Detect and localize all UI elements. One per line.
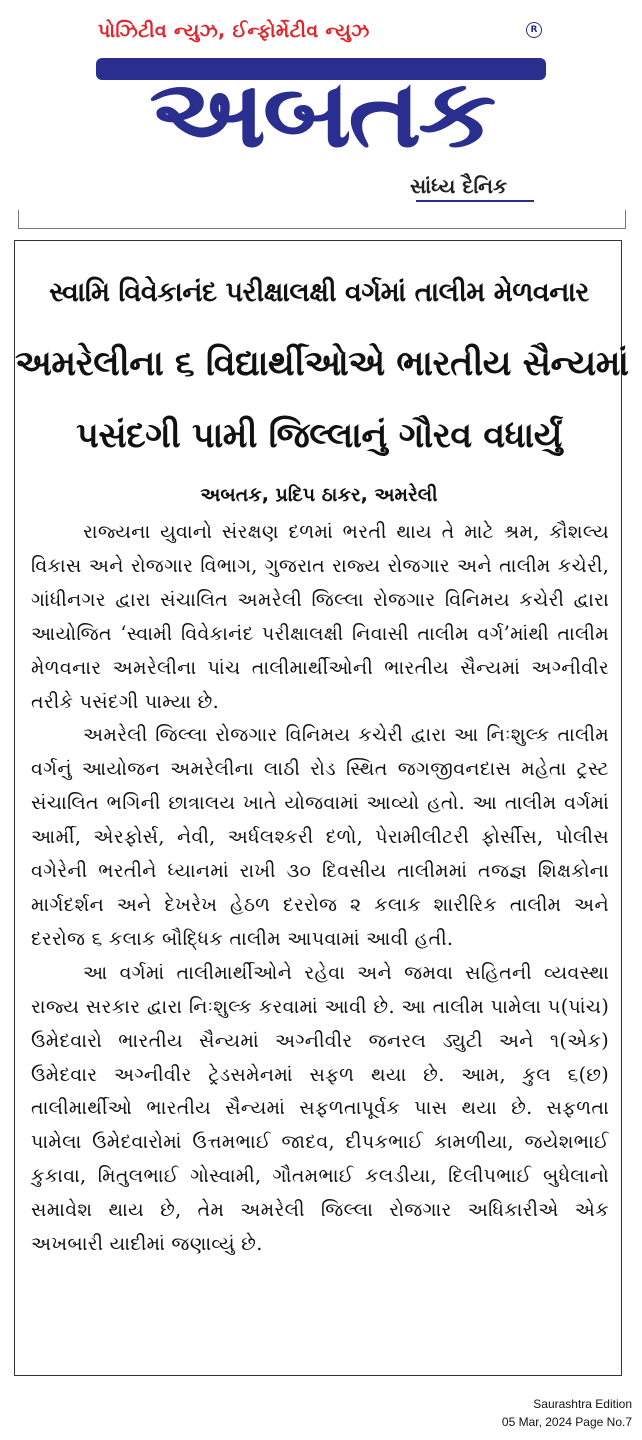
subbrand-underline: [416, 200, 534, 202]
masthead-tagline: પોઝિટીવ ન્યુઝ, ઈન્ફોર્મેટીવ ન્યુઝ: [98, 20, 370, 42]
masthead-subbrand: સાંધ્ય દૈનિક: [410, 174, 508, 198]
logo-text: અબતક: [149, 60, 493, 169]
edition-footer: [502, 1395, 632, 1431]
article-paragraph: રાજ્યના યુવાનો સંરક્ષણ દળમાં ભરતી થાય તે માટે શ્રમ, કૌશલ્ય વિકાસ અને રોજગાર વિભાગ, ગુજરાત રાજ્ય રોજગાર અને તાલીમ કચેરી, ગાંધીનગર દ્વારા સંચાલિત અમરેલી જિલ્લા રોજગાર વિનિમય કચેરી દ્વારા આયોજિત ‘સ્વામી વિવેકાનંદ પરીક્ષાલક્ષી નિવાસી તાલીમ વર્ગ’માંથી તાલીમ મેળવનાર અમરેલીના પાંચ તાલીમાર્થીઓની ભારતીય સૈન્યમાં અગ્નીવીર તરીકે પસંદગી પામ્યા છે.: [31, 520, 609, 713]
headline-line-3: પસંદગી પામી જિલ્લાનું ગૌરવ વધાર્યું: [76, 416, 562, 457]
article-paragraph: અમરેલી જિલ્લા રોજગાર વિનિમય કચેરી દ્વારા આ નિઃશુલ્ક તાલીમ વર્ગનું આયોજન અમરેલીના લાઠી રોડ સ્થિત જગજીવનદાસ મહેતા ટ્રસ્ટ સંચાલિત ભગિની છાત્રાલય ખાતે યોજવામાં આવ્યો હતો. આ તાલીમ વર્ગમાં આર્મી, એરફોર્સ, નેવી, અર્ધલશ્કરી દળો, પેરામીલીટરી ફોર્સીસ, પોલીસ વગેરેની ભરતીને ધ્યાનમાં રાખી ૩૦ દિવસીય તાલીમમાં તજજ્ઞ શિક્ષકોના માર્ગદર્શન અને દેખરેખ હેઠળ દરરોજ ૨ કલાક શારીરિક તાલીમ અને દરરોજ ૬ કલાક બૌદ્ધિક તાલીમ આપવામાં આવી હતી.: [31, 723, 609, 950]
masthead-edge-right: [625, 210, 626, 228]
article-byline: અબતક, પ્રદિપ ઠાકર, અમરેલી: [200, 484, 438, 506]
edition-name: Saurashtra Edition: [533, 1397, 632, 1411]
registered-mark-icon: R: [526, 22, 542, 38]
article-body: [31, 515, 609, 1261]
news-article: [14, 240, 629, 1376]
newspaper-logo: [96, 42, 546, 176]
masthead: [18, 12, 626, 229]
headline-line-2: અમરેલીના ૬ વિદ્યાર્થીઓએ ભારતીય સૈન્યમાં: [15, 344, 629, 385]
edition-date-page: 05 Mar, 2024 Page No.7: [501, 1415, 632, 1429]
article-paragraph: આ વર્ગમાં તાલીમાર્થીઓને રહેવા અને જમવા સહિતની વ્યવસ્થા રાજ્ય સરકાર દ્વારા નિઃશુલ્ક કરવામાં આવી છે. આ તાલીમ પામેલા ૫(પાંચ) ઉમેદવારો ભારતીય સૈન્યમાં અગ્નીવીર જનરલ ડ્યુટી અને ૧(એક) ઉમેદવાર અગ્નીવીર ટ્રેડસમેનમાં સફળ થયા છે. આમ, કુલ ૬(છ) તાલીમાર્થીઓ ભારતીય સૈન્યમાં સફળતાપૂર્વક પાસ થયા છે. સફળતા પામેલા ઉમેદવારોમાં ઉત્તમભાઈ જાદવ, દીપકભાઈ કામળીયા, જયેશભાઈ કુકાવા, મિતુલભાઈ ગોસ્વામી, ગૌતમભાઈ કલડીયા, દિલીપભાઈ બુધેલાનો સમાવેશ થાય છે, તેમ અમરેલી જિલ્લા રોજગાર અધિકારીએ એક અખબારી યાદીમાં જણાવ્યું છે.: [31, 960, 609, 1256]
masthead-edge-left: [18, 210, 19, 228]
headline-line-1: સ્વામિ વિવેકાનંદ પરીક્ષાલક્ષી વર્ગમાં તાલીમ મેળવનાર: [49, 277, 589, 309]
